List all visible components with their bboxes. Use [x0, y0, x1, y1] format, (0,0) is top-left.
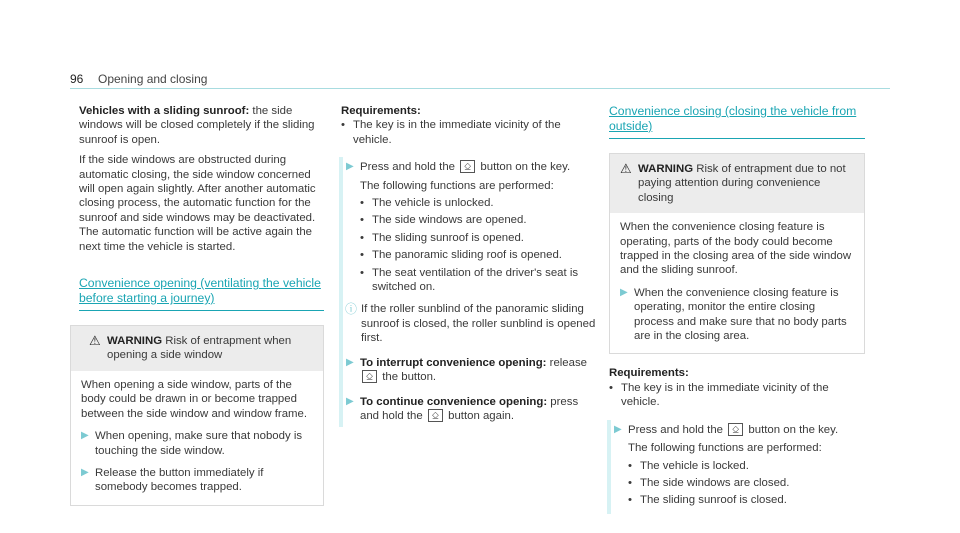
function-text: The sliding sunroof is opened.: [372, 231, 524, 244]
requirements-label-text: Requirements:: [609, 367, 689, 380]
procedure-step: [346, 160, 599, 174]
requirement-text: The key is in the immediate vicinity of the vehicle.: [621, 381, 829, 409]
column-3: [609, 104, 865, 514]
interrupt-text: [360, 356, 587, 385]
warning-body: [71, 371, 323, 505]
requirements-label: [609, 366, 865, 380]
function-item: [360, 231, 599, 245]
continue-text-b: button again.: [444, 409, 515, 422]
obstruction-paragraph: If the side windows are obstructed during automatic closing, the side window concerned will open again slightly. After another automatic closing process, the automatic function for the sunroof and side windows may be deactivated. The automatic function will be active again the next time the vehicle is started.: [79, 154, 316, 253]
step-text-b: button on the key.: [477, 161, 571, 174]
continue-step: [346, 395, 599, 424]
procedure-steps: [607, 420, 865, 514]
warning-box: [609, 153, 865, 354]
arrow-icon: ▶: [620, 286, 628, 298]
requirement-text: The key is in the immediate vicinity of the vehicle.: [353, 119, 561, 146]
bullet-icon: •: [628, 494, 632, 507]
step-text-b: button on the key.: [745, 423, 839, 436]
warning-title: Risk of entrapment due to not paying attention during convenience closing: [638, 163, 846, 204]
function-item: [360, 213, 599, 227]
warning-label: WARNING: [638, 163, 694, 175]
remote-key-button-icon: ⎐: [428, 409, 443, 422]
procedure-step-text: [628, 423, 838, 437]
warning-header: [610, 154, 864, 213]
warning-text: When the convenience closing feature is operating, parts of the body could become trapped in the closing area of the side window and the sliding sunroof.: [620, 221, 852, 277]
warning-triangle-icon: ⚠: [89, 333, 101, 349]
step-text-a: Press and hold the: [628, 423, 727, 436]
column-2: [341, 104, 599, 427]
warning-box: [70, 325, 324, 506]
section-heading-text: Convenience closing (closing the vehicle from outside): [609, 104, 857, 133]
requirement-item: [609, 381, 865, 410]
warning-header-text: [107, 334, 313, 363]
requirements-label: [341, 104, 599, 118]
remote-key-button-icon: ⎐: [460, 160, 475, 173]
function-item: [628, 493, 865, 507]
bullet-icon: •: [628, 476, 632, 489]
bullet-icon: •: [360, 197, 364, 210]
warning-step: [620, 286, 854, 344]
function-item: [628, 459, 865, 473]
function-text: The seat ventilation of the driver's seat is switched on.: [372, 266, 579, 294]
warning-step: [81, 429, 313, 458]
header-rule: [70, 88, 890, 89]
warning-header: [71, 326, 323, 371]
requirement-item: [341, 118, 599, 147]
function-item: [628, 476, 865, 490]
info-note: [345, 302, 599, 345]
step-text-a: Press and hold the: [360, 161, 459, 174]
intro-text: the side windows will be closed completely if the sliding sunroof is open.: [79, 105, 315, 146]
function-text: The panoramic sliding roof is opened.: [372, 249, 562, 262]
warning-triangle-icon: ⚠: [620, 161, 632, 176]
interrupt-step: [346, 356, 599, 385]
bullet-icon: •: [360, 231, 364, 244]
function-item: [360, 266, 599, 295]
interrupt-bold: To interrupt convenience opening:: [360, 356, 547, 369]
continue-text-a: press and hold the: [360, 395, 579, 422]
warning-step-text: Release the button immediately if somebody becomes trapped.: [95, 466, 264, 494]
requirements-label-text: Requirements:: [341, 105, 421, 117]
warning-header-text: [638, 162, 854, 205]
function-text: The side windows are opened.: [372, 214, 527, 227]
info-icon: ⓘ: [345, 302, 358, 317]
warning-step-text: When opening, make sure that nobody is touching the side window.: [95, 430, 303, 457]
warning-body: [610, 213, 864, 353]
arrow-icon: ▶: [81, 430, 89, 442]
column-1: [79, 104, 324, 506]
warning-step: [81, 466, 313, 495]
warning-label: WARNING: [107, 335, 163, 348]
function-text: The sliding sunroof is closed.: [640, 494, 787, 507]
arrow-icon: ▶: [81, 466, 89, 478]
procedure-step-text: [360, 160, 570, 174]
interrupt-text-b: the button.: [379, 371, 437, 384]
bullet-icon: •: [360, 249, 364, 262]
function-text: The vehicle is locked.: [640, 459, 749, 472]
arrow-icon: ▶: [614, 423, 622, 435]
section-heading: [79, 276, 324, 311]
procedure-steps: [339, 157, 599, 427]
procedure-step: [614, 423, 865, 437]
function-text: The side windows are closed.: [640, 476, 790, 489]
functions-intro: The following functions are performed:: [360, 179, 554, 192]
function-text: The vehicle is unlocked.: [372, 197, 494, 210]
arrow-icon: ▶: [346, 395, 354, 407]
arrow-icon: ▶: [346, 356, 354, 368]
section-heading-text: Convenience opening (ventilating the vehicle before starting a journey): [79, 276, 321, 306]
functions-intro: The following functions are performed:: [628, 442, 822, 455]
remote-key-button-icon: ⎐: [362, 370, 377, 383]
warning-title: Risk of entrapment when opening a side window: [107, 335, 292, 362]
bullet-icon: •: [628, 459, 632, 472]
warning-text: When opening a side window, parts of the body could be drawn in or become trapped between the side window and window frame.: [81, 378, 308, 420]
continue-bold: To continue convenience opening:: [360, 395, 548, 408]
arrow-icon: ▶: [346, 161, 354, 173]
bullet-icon: •: [609, 381, 613, 394]
continue-text: [360, 395, 599, 424]
info-text: If the roller sunblind of the panoramic sliding sunroof is closed, the roller sunblind is opened first.: [361, 303, 596, 345]
bullet-icon: •: [341, 119, 345, 132]
intro-paragraph: [79, 104, 324, 147]
bullet-icon: •: [360, 214, 364, 227]
bullet-icon: •: [360, 266, 364, 279]
remote-key-button-icon: ⎐: [728, 423, 743, 436]
warning-step-text: When the convenience closing feature is operating, monitor the entire closing process and make sure that no body parts are in the closing area.: [634, 286, 847, 343]
interrupt-text-a: release: [546, 356, 588, 369]
function-item: [360, 248, 599, 262]
section-heading: [609, 104, 865, 139]
page-number: 96: [70, 72, 84, 86]
function-item: [360, 196, 599, 210]
section-title: Opening and closing: [98, 72, 208, 86]
intro-bold: Vehicles with a sliding sunroof:: [79, 105, 250, 117]
